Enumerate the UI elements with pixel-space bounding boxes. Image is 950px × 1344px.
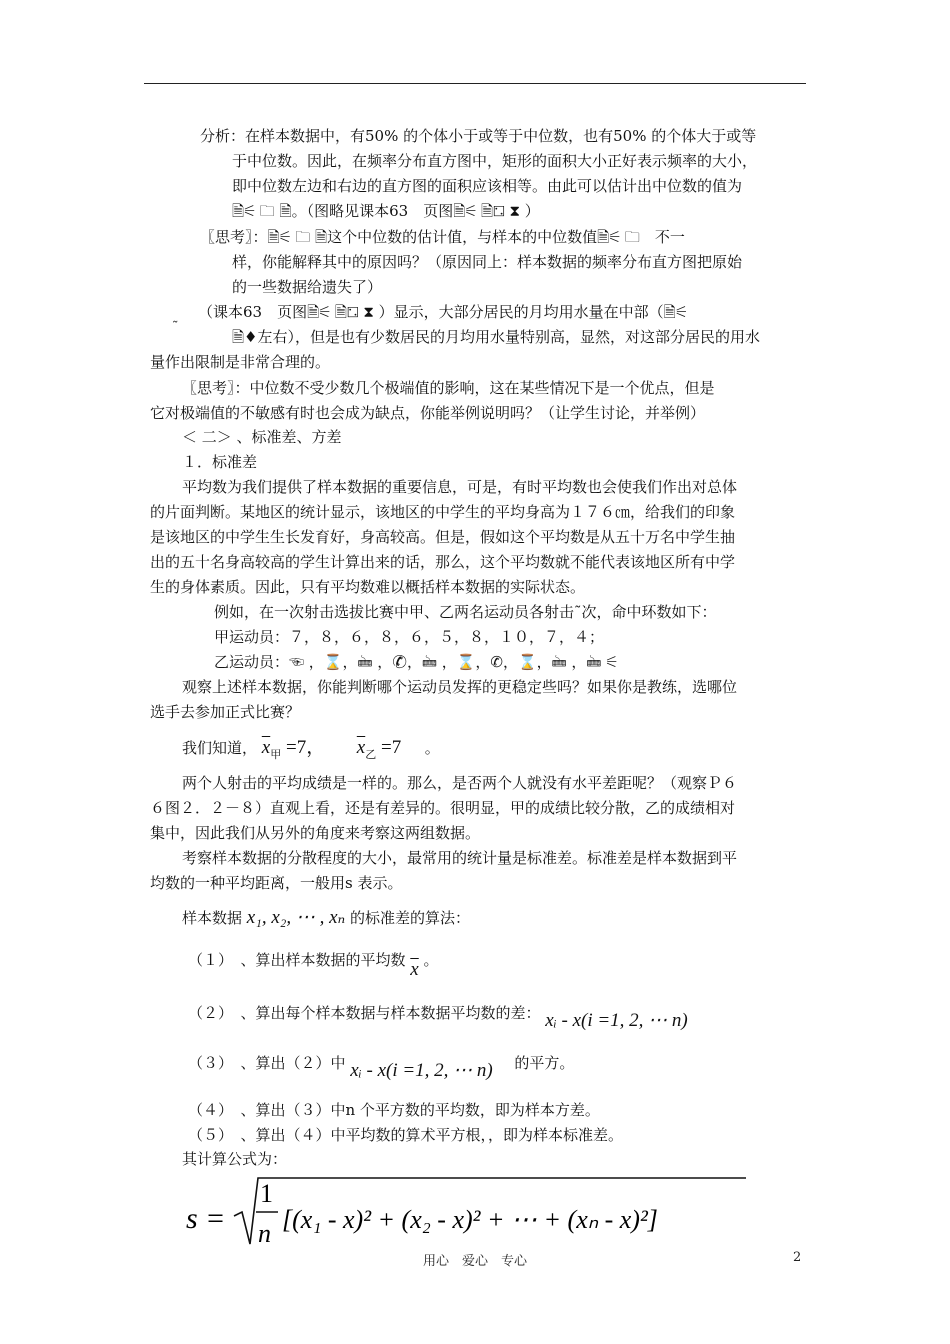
mean-statement: [182, 738, 440, 760]
text-line: 于中位数。因此，在频率分布直方图中，矩形的面积大小正好表示频率的大小，: [232, 152, 758, 170]
text-line: 分析：在样本数据中，有50% 的个体小于或等于中位数，也有50% 的个体大于或等: [200, 127, 757, 145]
text-line: 集中，因此我们从另外的角度来考察这两组数据。: [150, 824, 481, 842]
step-1-mean: $\overline{x}$: [410, 959, 419, 980]
step-1-end: 。: [423, 951, 439, 969]
formula-lhs: s =: [186, 1202, 226, 1235]
mean-value-yi: =7: [381, 737, 402, 758]
text-line: 平均数为我们提供了样本数据的重要信息，可是，有时平均数也会使我们作出对总体: [182, 478, 738, 496]
mean-symbol-yi: $\overline{x}$: [356, 737, 366, 758]
step-5: （５） 、算出（４）中平均数的算术平方根，，即为样本标准差。: [188, 1126, 624, 1144]
step-3: [188, 1053, 575, 1081]
text-line: 样，你能解释其中的原因吗？（原因同上：样本数据的频率分布直方图把原始: [232, 253, 743, 271]
text-line: 乙运动员：☜ ，⌛，🖮 ，✆，🖮 ，⌛，✆，⌛，🖮 ，🖮 ⚟: [214, 653, 618, 671]
step-2: [188, 1003, 688, 1031]
text-line: 🗎⚟ 🗀 🗎。（图略见课本63 页图🗎⚟ 🗎⚁ ⧗ ）: [232, 202, 540, 220]
header-rule: [144, 83, 806, 84]
page-number: 2: [793, 1250, 802, 1265]
subsection-heading: １．标准差: [182, 453, 258, 471]
sample-math: x₁, x₂, ⋯ , xₙ: [246, 907, 346, 928]
mean-value-jia: =7，: [286, 737, 326, 758]
step-1: [188, 950, 439, 980]
step-3-end: 的平方。: [514, 1054, 575, 1072]
formula-intro: 其计算公式为：: [182, 1150, 288, 1168]
text-line: 例如，在一次射击选拔比赛中甲、乙两名运动员各射击᠎˜次，命中环数如下：: [214, 603, 717, 621]
text-line: 是该地区的中学生生长发育好，身高较高。但是，假如这个平均数是从五十万名中学生抽: [150, 528, 736, 546]
text-line: 🗎♦左右），但是也有少数居民的月均用水量特别高，显然，对这部分居民的用水: [232, 328, 761, 346]
text-line: 甲运动员：７，８，６，８，６，５，８，１０，７，４；: [214, 628, 605, 646]
sample-prefix: 样本数据: [182, 909, 243, 927]
text-line: 的一些数据给遗失了）: [232, 278, 383, 296]
text-line: 选手去参加正式比赛？: [150, 703, 301, 721]
text-line: 即中位数左边和右边的直方图的面积应该相等。由此可以估计出中位数的值为: [232, 177, 743, 195]
tilde-mark: ˜: [172, 320, 179, 335]
std-dev-formula: [186, 1172, 786, 1252]
frac-denominator: n: [258, 1219, 271, 1248]
step-3-math: xᵢ - x(i =1, 2, ⋯ n): [350, 1060, 493, 1081]
sample-data-line: [182, 908, 470, 928]
text-line: （课本63 页图🗎⚟ 🗎⚁ ⧗ ）显示，大部分居民的月均用水量在中部（🗎⚟: [198, 303, 687, 321]
text-line: 观察上述样本数据，你能判断哪个运动员发挥的更稳定些吗？如果你是教练，选哪位: [182, 678, 738, 696]
mean-dot: 。: [424, 739, 440, 757]
text-line: 的片面判断。某地区的统计显示，该地区的中学生的平均身高为１７６㎝，给我们的印象: [150, 503, 736, 521]
step-2-label: （２） 、算出每个样本数据与样本数据平均数的差：: [188, 1004, 541, 1022]
sub-yi: 乙: [365, 748, 377, 761]
text-line: ６图２．２－８）直观上看，还是有差异的。很明显，甲的成绩比较分散，乙的成绩相对: [150, 799, 736, 817]
frac-numerator: 1: [260, 1179, 273, 1208]
text-line: 出的五十名身高较高的学生计算出来的话，那么，这个平均数就不能代表该地区所有中学: [150, 553, 736, 571]
section-heading: ＜ 二＞ 、标准差、方差: [182, 428, 342, 446]
text-line: 〖思考〗：中位数不受少数几个极端值的影响，这在某些情况下是一个优点，但是: [182, 379, 715, 397]
step-3-label: （３） 、算出（２）中: [188, 1054, 346, 1072]
text-line: 均数的一种平均距离，一般用s 表示。: [150, 874, 403, 892]
text-line: 它对极端值的不敏感有时也会成为缺点，你能举例说明吗？（让学生讨论，并举例）: [150, 404, 706, 422]
step-4: （４） 、算出（３）中n 个平方数的平均数，即为样本方差。: [188, 1101, 600, 1119]
text-line: 量作出限制是非常合理的。: [150, 353, 331, 371]
mean-symbol-jia: $\overline{x}$: [261, 737, 271, 758]
step-2-math: xᵢ - x(i =1, 2, ⋯ n): [545, 1010, 688, 1031]
mean-prefix: 我们知道，: [182, 739, 258, 757]
step-1-label: （１） 、算出样本数据的平均数: [188, 951, 406, 969]
text-line: 生的身体素质。因此，只有平均数难以概括样本数据的实际状态。: [150, 578, 586, 596]
text-line: 〖思考〗：🗎⚟ 🗀 🗎这个中位数的估计值，与样本的中位数值🗎⚟ 🗀 不一: [200, 228, 685, 246]
sub-jia: 甲: [270, 748, 282, 761]
formula-body: [(x₁ - x)² + (x₂ - x)² + ⋯ + (xₙ - x)²]: [282, 1205, 658, 1234]
page-footer: 用心 爱心 专心: [422, 1254, 527, 1269]
text-line: 两个人射击的平均成绩是一样的。那么，是否两个人就没有水平差距呢？（观察Ｐ６: [182, 774, 738, 792]
sample-suffix: 的标准差的算法：: [350, 909, 471, 927]
text-line: 考察样本数据的分散程度的大小，最常用的统计量是标准差。标准差是样本数据到平: [182, 849, 738, 867]
